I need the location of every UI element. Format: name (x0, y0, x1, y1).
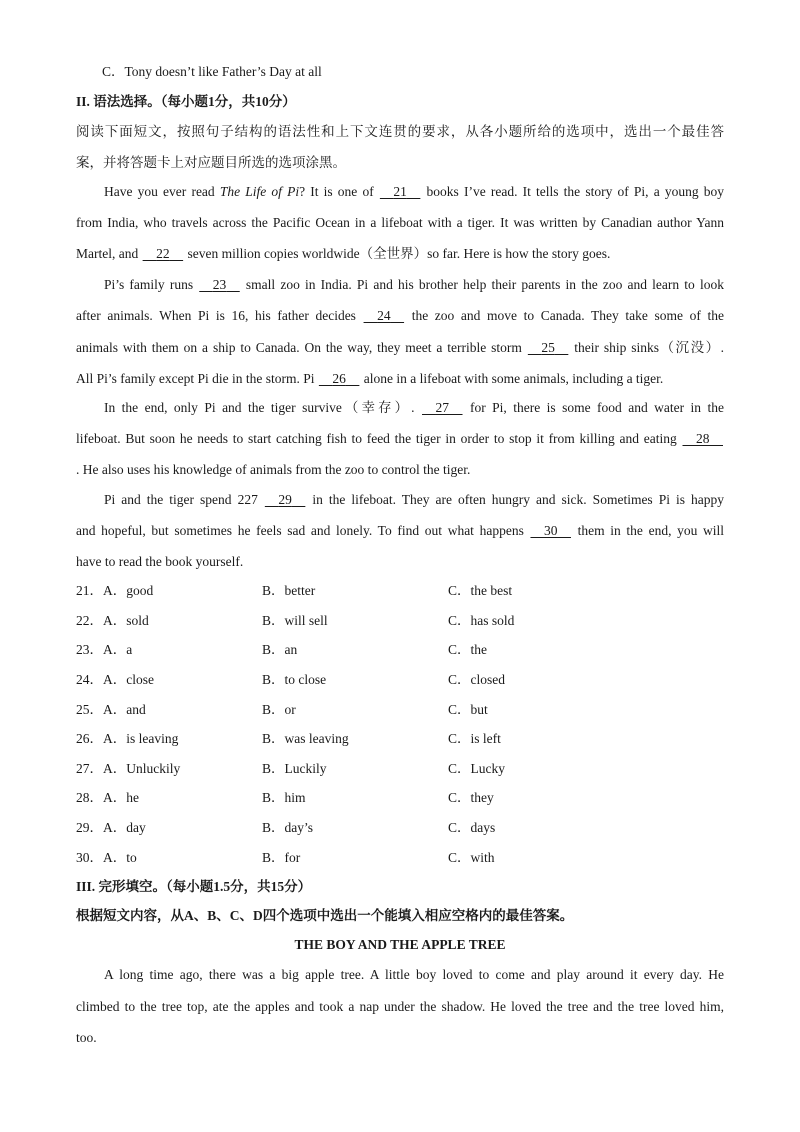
passage-line: after animals. When Pi is 16, his father decides 24 the zoo and move to Canada. They take some of the (76, 306, 724, 326)
blank-23: 23 (212, 277, 227, 292)
blank-28: 28 (696, 431, 710, 446)
option-b: B．for (262, 850, 301, 865)
option-b: B．or (262, 702, 296, 717)
option-a: 22．A．sold (76, 613, 149, 628)
option-a: 26．A．is leaving (76, 731, 179, 746)
passage-line: Martel, and 22 seven million copies worldwide（全世界）so far. Here is how the story goes. (76, 244, 724, 264)
option-b: B．him (262, 790, 306, 805)
option-c: C．days (448, 820, 496, 835)
blank-22: 22 (156, 246, 170, 261)
blank-26: 26 (332, 371, 346, 386)
passage-line: animals with them on a ship to Canada. On the way, they meet a terrible storm 25 their ship sinks（沉没）. (76, 338, 724, 358)
section-heading-grammar: II. 语法选择。（每小题1分，共10分） (76, 94, 296, 109)
option-a: 30．A．to (76, 850, 137, 865)
passage-line: climbed to the tree top, ate the apples and took a nap under the shadow. He loved the tree and the tree loved him, (76, 999, 724, 1014)
passage-line: Have you ever read The Life of Pi? It is one of 21 books I’ve read. It tells the story of Pi, a young boy (104, 182, 724, 202)
option-a: 24．A．close (76, 672, 154, 687)
passage-line: In the end, only Pi and the tiger survive（幸存）. 27 for Pi, there is some food and water in the (104, 398, 724, 418)
section-instructions-cont: 案，并将答题卡上对应题目所选的选项涂黑。 (76, 155, 346, 170)
option-b: B．Luckily (262, 761, 327, 776)
option-a: 27．A．Unluckily (76, 761, 181, 776)
option-a: 29．A．day (76, 820, 146, 835)
passage-line: . He also uses his knowledge of animals from the zoo to control the tiger. (76, 462, 471, 477)
blank-30: 30 (543, 523, 558, 538)
option-a: 25．A．and (76, 702, 146, 717)
passage-line: Pi and the tiger spend 227 29 in the lifeboat. They are often hungry and sick. Sometimes Pi is happy (104, 490, 724, 510)
blank-25: 25 (541, 340, 555, 355)
section-instructions: 阅读下面短文，按照句子结构的语法性和上下文连贯的要求，从各小题所给的选项中，选出一个最佳答 (76, 124, 724, 139)
book-title: The Life of Pi (219, 184, 300, 199)
section-heading-cloze: III. 完形填空。（每小题1.5分，共15分） (76, 879, 312, 894)
option-c: C．but (448, 702, 488, 717)
option-c: C．is left (448, 731, 501, 746)
option-b: B．an (262, 642, 298, 657)
option-b: B．better (262, 583, 316, 598)
passage-line: have to read the book yourself. (76, 554, 244, 569)
passage-line: A long time ago, there was a big apple tree. A little boy loved to come and play around it every day. He (104, 967, 724, 982)
passage-title: THE BOY AND THE APPLE TREE (294, 937, 506, 952)
option-a: 23．A．a (76, 642, 133, 657)
blank-29: 29 (278, 492, 292, 507)
previous-question-option: C．Tony doesn’t like Father’s Day at all (102, 64, 322, 79)
option-c: C．the (448, 642, 487, 657)
option-a: 28．A．he (76, 790, 139, 805)
blank-24: 24 (377, 308, 391, 323)
option-c: C．has sold (448, 613, 515, 628)
passage-line: and hopeful, but sometimes he feels sad and lonely. To find out what happens 30 them in the end, you will (76, 521, 724, 541)
option-b: B．day’s (262, 820, 314, 835)
option-b: B．will sell (262, 613, 328, 628)
option-c: C．Lucky (448, 761, 505, 776)
option-c: C．with (448, 850, 495, 865)
passage-line: Pi’s family runs 23 small zoo in India. Pi and his brother help their parents in the zoo and learn to look (104, 275, 724, 295)
passage-line: too. (76, 1030, 97, 1045)
option-c: C．the best (448, 583, 513, 598)
passage-line: lifeboat. But soon he needs to start catching fish to feed the tiger in order to stop it from killing and eating 28 (76, 429, 724, 449)
option-b: B．to close (262, 672, 327, 687)
blank-27: 27 (435, 400, 450, 415)
option-c: C．they (448, 790, 494, 805)
option-a: 21．A．good (76, 583, 154, 598)
section-instructions: 根据短文内容，从A、B、C、D四个选项中选出一个能填入相应空格内的最佳答案。 (76, 908, 574, 923)
passage-line: All Pi’s family except Pi die in the storm. Pi 26 alone in a lifeboat with some animals, including a tiger. (76, 369, 724, 389)
option-b: B．was leaving (262, 731, 349, 746)
passage-line: from India, who travels across the Pacific Ocean in a lifeboat with a tiger. It was written by Canadian author Yann (76, 215, 724, 230)
blank-21: 21 (393, 184, 407, 199)
option-c: C．closed (448, 672, 505, 687)
